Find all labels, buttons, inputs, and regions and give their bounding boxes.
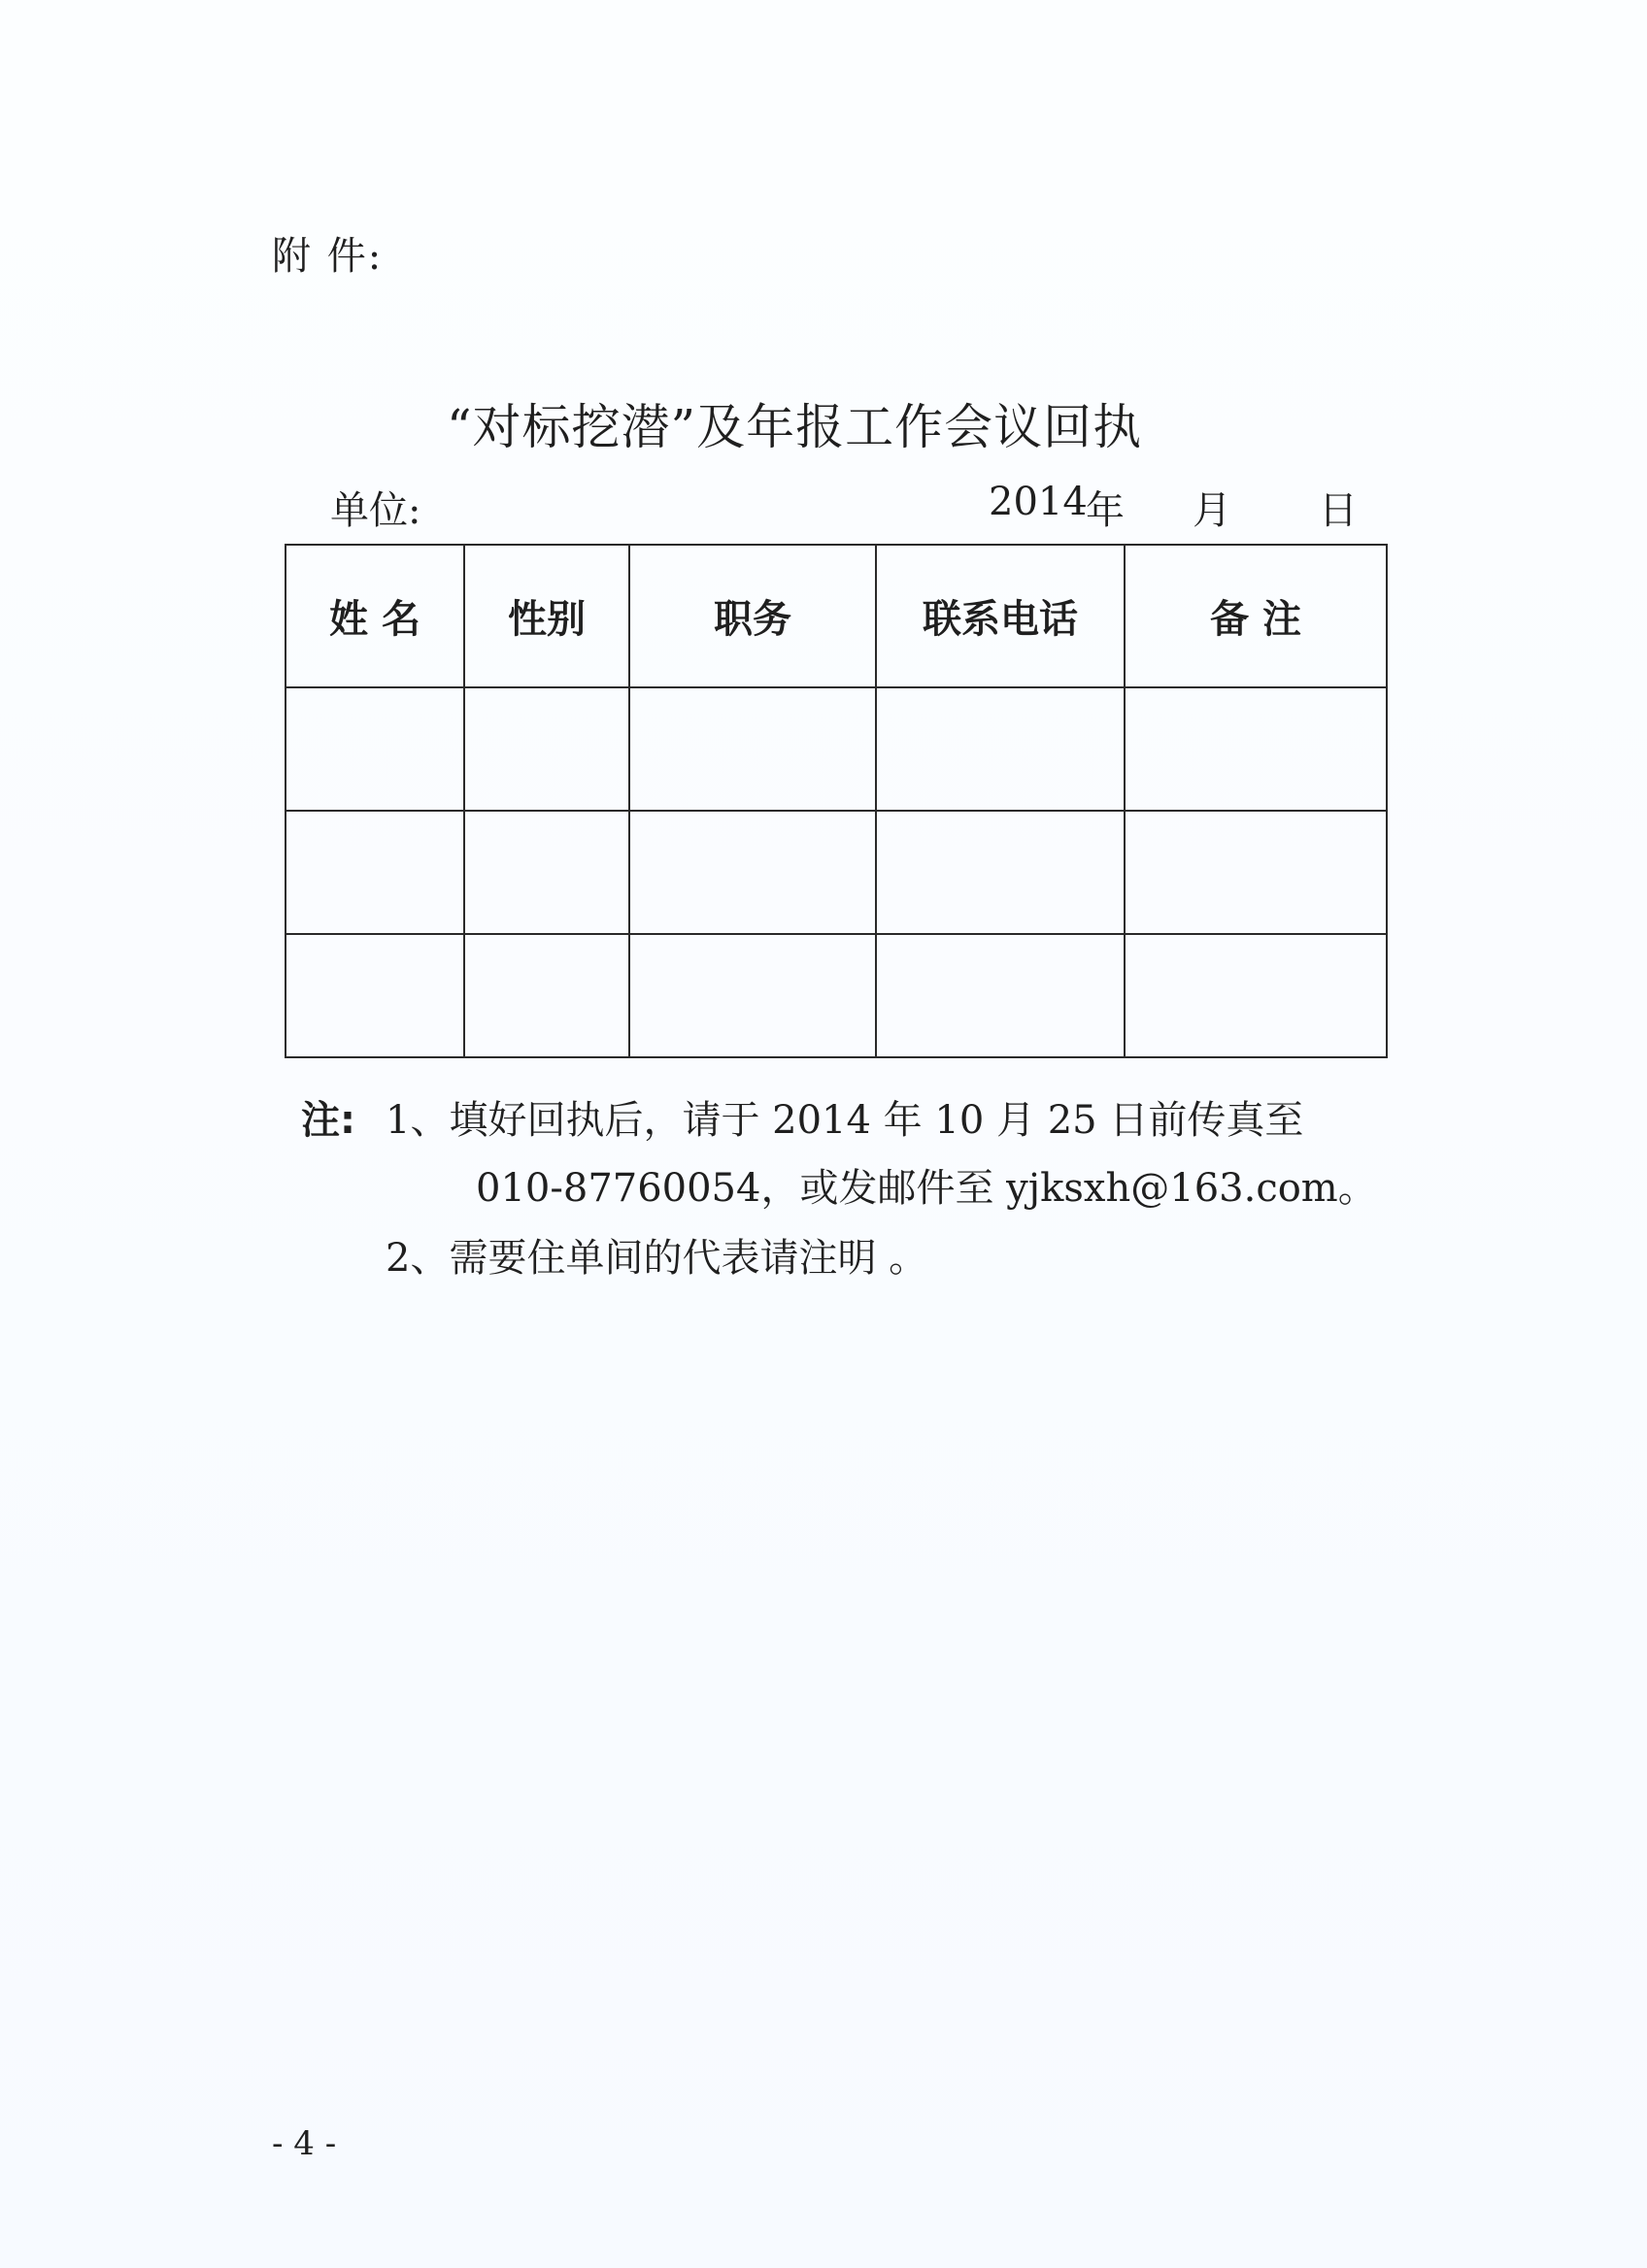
note-line-1: 1、填好回执后，请于 2014 年 10 月 25 日前传真至 [386, 1098, 1304, 1143]
table-cell[interactable] [1125, 687, 1387, 811]
note-line-2: 2、需要住单间的代表请注明 。 [386, 1236, 928, 1281]
table-cell[interactable] [876, 687, 1125, 811]
table-cell[interactable] [286, 934, 464, 1057]
notes-lead [301, 1089, 355, 1145]
header-gender: 性别 [464, 545, 629, 687]
table-row [286, 811, 1387, 934]
table-header-row [286, 545, 1387, 687]
table-cell[interactable] [1125, 811, 1387, 934]
header-remarks: 备 注 [1125, 545, 1387, 687]
table-cell[interactable] [464, 934, 629, 1057]
receipt-table [285, 544, 1388, 1058]
table-cell[interactable] [1125, 934, 1387, 1057]
notes-lead-label: 注: [301, 1098, 355, 1143]
table-row [286, 687, 1387, 811]
table-cell[interactable] [286, 687, 464, 811]
header-position: 职务 [629, 545, 876, 687]
table-row [286, 934, 1387, 1057]
page-title: “对标挖潜”及年报工作会议回执 [447, 399, 1143, 455]
table-cell[interactable] [876, 934, 1125, 1057]
table-cell[interactable] [464, 811, 629, 934]
table-cell[interactable] [629, 934, 876, 1057]
note-line-1-continued: 010-87760054，或发邮件至 yjksxh@163.com。 [476, 1166, 1377, 1211]
unit-label: 单位: [330, 488, 421, 533]
table-cell[interactable] [876, 811, 1125, 934]
header-phone: 联系电话 [876, 545, 1125, 687]
date-day-char: 日 [1319, 488, 1358, 533]
table-cell[interactable] [629, 811, 876, 934]
date-year: 2014 [989, 480, 1088, 524]
table-cell[interactable] [464, 687, 629, 811]
date-month-char: 月 [1193, 488, 1231, 533]
date-field [989, 480, 1358, 535]
table-cell[interactable] [629, 687, 876, 811]
header-name: 姓 名 [286, 545, 464, 687]
page-number: - 4 - [272, 2124, 337, 2163]
attachment-label: 附 件: [272, 234, 384, 279]
table-cell[interactable] [286, 811, 464, 934]
date-year-char: 年 [1086, 488, 1125, 533]
